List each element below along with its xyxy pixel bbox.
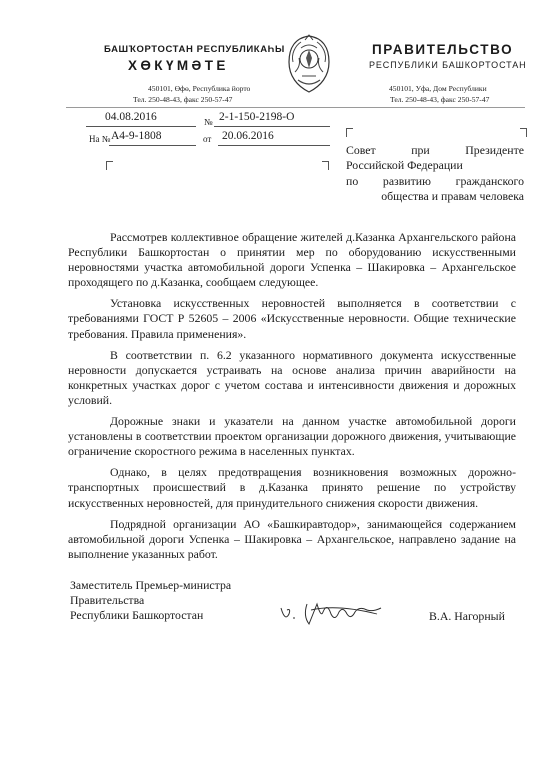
signatory-position-line: Республики Башкортостан [70, 608, 204, 623]
header-left-title-small: БАШҠОРТОСТАН РЕСПУБЛИКАҺЫ [104, 44, 285, 55]
corner-mark-left-b [322, 161, 329, 170]
corner-mark-left-a [106, 161, 113, 170]
header-right-title-main: ПРАВИТЕЛЬСТВО [372, 42, 514, 57]
coat-of-arms-icon [283, 32, 335, 96]
reference-date: 20.06.2016 [222, 130, 274, 142]
body-paragraph: В соответствии п. 6.2 указанного нормативного документа искусственные неровности допускается устраивать на основе анализа причин аварийности на конкретных участках дорог с учетом состава и интенсивности движения и дорожных условий. [68, 347, 516, 407]
header-divider [66, 107, 525, 108]
corner-mark-right-a [346, 128, 353, 137]
registration-date: 04.08.2016 [105, 111, 157, 123]
header-left-phone: Тел. 250-48-43, факс 250-57-47 [133, 95, 233, 104]
signatory-position [70, 578, 231, 624]
addressee-block [346, 143, 524, 204]
registration-date-line [86, 126, 196, 127]
addressee-line: по развитию гражданского [346, 173, 524, 188]
body-paragraph: Однако, в целях предотвращения возникновения возможных дорожно-транспортных происшествий в д.Казанка принято решение по устройству искусственных неровностей, для принудительного снижения скорости движения. [68, 465, 516, 510]
registration-number-line [214, 126, 330, 127]
header-left-address: 450101, Өфө, Республика йорто [148, 84, 251, 93]
signatory-position-line: Правительства [70, 593, 145, 608]
header-right-address: 450101, Уфа, Дом Республики [389, 84, 487, 93]
body-paragraph: Рассмотрев коллективное обращение жителей д.Казанка Архангельского района Республики Башкортостан о принятии мер по оборудованию искусственными неровностями участка автомобильной дороги Успенка – Шакировка – Архангельское проходящего по д.Казанка, сообщаем следующее. [68, 230, 516, 290]
registration-number: 2-1-150-2198-О [219, 111, 295, 123]
body-paragraph: Установка искусственных неровностей выполняется в соответствии с требованиями ГОСТ Р 52605 – 2006 «Искусственные неровности. Общие технические требования. Правила применения». [68, 296, 516, 341]
reference-number-line [109, 145, 196, 146]
letter-body [68, 230, 516, 568]
header-right-title-sub: РЕСПУБЛИКИ БАШКОРТОСТАН [369, 60, 527, 70]
header-right-phone: Тел. 250-48-43, факс 250-57-47 [390, 95, 490, 104]
body-paragraph: Дорожные знаки и указатели на данном участке автомобильной дороги установлены в соответствии проектом организации дорожного движения, учитывающие ограничение скоростного режима в населенных пунктах. [68, 414, 516, 459]
reference-from-label: от [203, 134, 212, 144]
signatory-position-line: Заместитель Премьер-министра [70, 578, 232, 592]
header-left-title-main: ХӨКҮМӘТЕ [128, 58, 229, 73]
reference-date-line [218, 145, 330, 146]
addressee-line: Совет при Президенте [346, 143, 524, 157]
reference-number-label: На № [89, 134, 111, 144]
addressee-line: общества и правам человека [381, 188, 524, 203]
signatory-name: В.А. Нагорный [429, 609, 505, 623]
reference-number: А4-9-1808 [111, 130, 162, 142]
corner-mark-right-b [520, 128, 527, 137]
addressee-line: Российской Федерации [346, 158, 463, 173]
body-paragraph: Подрядной организации АО «Башкиравтодор», занимающейся содержанием автомобильной дороги Успенка – Шакировка – Архангельское, направлено задание на выполнение указанных работ. [68, 516, 516, 561]
handwritten-signature [277, 594, 387, 628]
registration-number-label: № [204, 117, 213, 127]
